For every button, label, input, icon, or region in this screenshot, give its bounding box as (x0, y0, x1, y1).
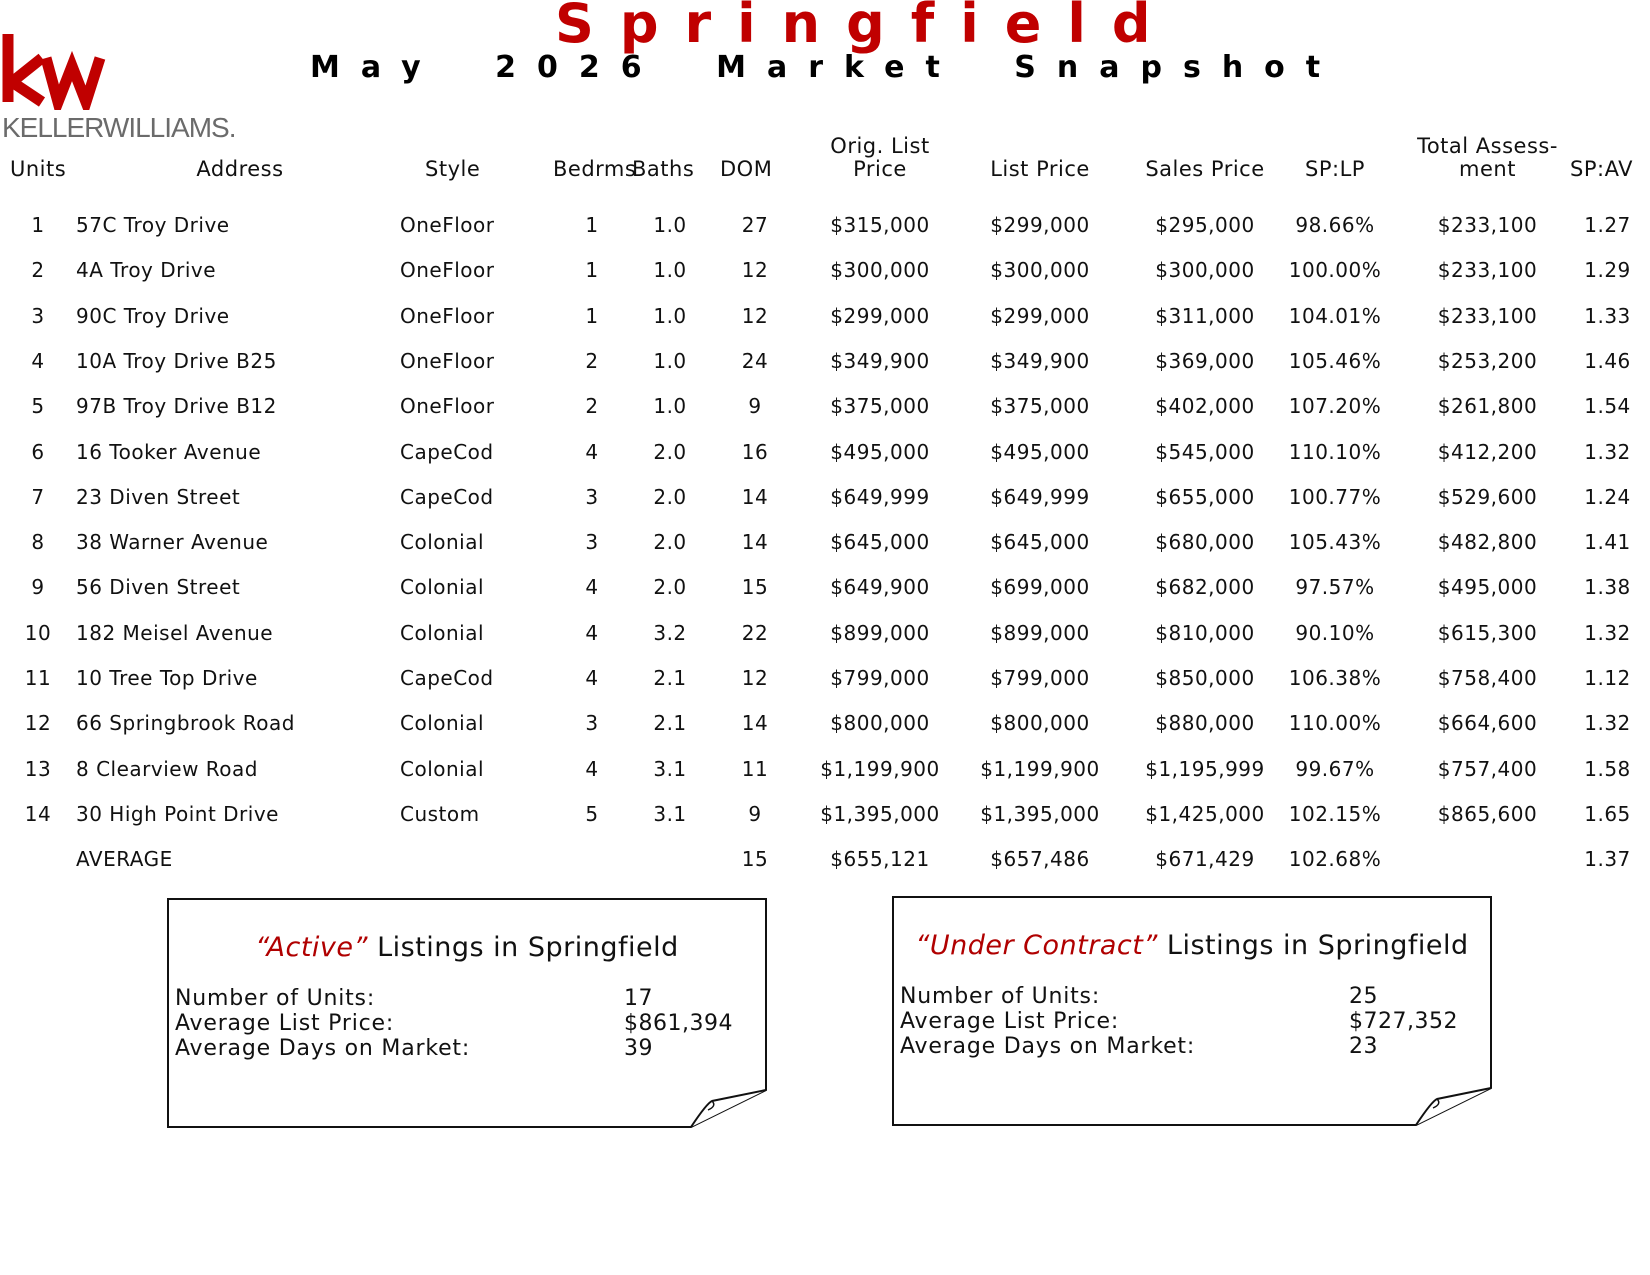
cell-units: 7 (31, 484, 45, 509)
page-title: Springfield (555, 0, 1177, 55)
cell-sales-price: $402,000 (1155, 394, 1255, 419)
cell-total-assessment: $664,600 (1437, 711, 1538, 736)
cell-list-price: $649,999 (990, 484, 1090, 509)
cell-units: 8 (31, 530, 45, 555)
cell-style: Colonial (400, 756, 485, 781)
col-header-sales-price: Sales Price (1145, 157, 1265, 181)
cell-dom: 14 (741, 711, 769, 736)
cell-list-price: $299,000 (990, 213, 1090, 237)
average-list-price: $657,486 (990, 847, 1090, 872)
cell-total-assessment: $757,400 (1437, 756, 1538, 781)
cell-dom: 16 (741, 439, 769, 464)
cell-sp-lp: 102.15% (1288, 801, 1382, 826)
cell-dom: 27 (741, 213, 769, 237)
cell-orig-list-price: $375,000 (830, 394, 930, 419)
cell-units: 6 (31, 439, 45, 464)
active-units-value: 17 (624, 986, 653, 1011)
col-header-sp-lp: SP:LP (1305, 157, 1365, 181)
cell-orig-list-price: $1,395,000 (820, 801, 940, 826)
average-label: AVERAGE (76, 847, 173, 872)
cell-sales-price: $311,000 (1155, 303, 1255, 328)
cell-sp-av: 1.41 (1584, 530, 1631, 555)
cell-total-assessment: $865,600 (1437, 801, 1538, 826)
contract-units-label: Number of Units: (900, 984, 1101, 1009)
cell-address: 10A Troy Drive B25 (76, 348, 277, 373)
cell-bedrooms: 3 (585, 484, 599, 509)
cell-units: 10 (24, 620, 52, 645)
under-contract-listings-box (892, 896, 1492, 1126)
cell-dom: 12 (741, 666, 769, 690)
cell-sp-av: 1.24 (1584, 484, 1631, 509)
cell-units: 3 (31, 303, 45, 328)
cell-sales-price: $1,425,000 (1145, 801, 1265, 826)
cell-sp-lp: 100.00% (1288, 258, 1382, 283)
cell-address: 8 Clearview Road (76, 756, 258, 781)
active-units-label: Number of Units: (175, 986, 376, 1011)
cell-sales-price: $880,000 (1155, 711, 1255, 736)
cell-units: 1 (31, 213, 45, 237)
cell-baths: 1.0 (653, 303, 687, 328)
cell-total-assessment: $233,100 (1437, 258, 1538, 283)
cell-style: OneFloor (400, 348, 495, 373)
col-header-address: Address (196, 157, 284, 181)
cell-dom: 12 (741, 303, 769, 328)
cell-baths: 2.0 (653, 439, 687, 464)
cell-sales-price: $810,000 (1155, 620, 1255, 645)
cell-orig-list-price: $495,000 (830, 439, 930, 464)
cell-baths: 2.1 (653, 666, 687, 690)
contract-dom-value: 23 (1349, 1034, 1378, 1059)
cell-style: Colonial (400, 575, 485, 600)
cell-dom: 14 (741, 484, 769, 509)
cell-address: 90C Troy Drive (76, 303, 230, 328)
active-listings-box (167, 898, 767, 1128)
cell-orig-list-price: $800,000 (830, 711, 930, 736)
cell-sp-av: 1.32 (1584, 620, 1631, 645)
cell-bedrooms: 3 (585, 530, 599, 555)
cell-dom: 24 (741, 348, 769, 373)
cell-bedrooms: 4 (585, 620, 599, 645)
active-price-label: Average List Price: (175, 1011, 395, 1036)
cell-sp-av: 1.65 (1584, 801, 1631, 826)
contract-units-value: 25 (1349, 984, 1378, 1009)
cell-baths: 1.0 (653, 258, 687, 283)
cell-sp-lp: 105.46% (1288, 348, 1382, 373)
col-header-units: Units (10, 157, 67, 181)
cell-baths: 3.2 (653, 620, 687, 645)
cell-total-assessment: $482,800 (1437, 530, 1538, 555)
cell-units: 4 (31, 348, 45, 373)
col-header-bedrms: Bedrms (553, 157, 637, 181)
cell-orig-list-price: $1,199,900 (820, 756, 940, 781)
cell-style: OneFloor (400, 303, 495, 328)
cell-list-price: $495,000 (990, 439, 1090, 464)
col-header-list-price: List Price (990, 157, 1090, 181)
cell-baths: 2.0 (653, 530, 687, 555)
cell-sales-price: $682,000 (1155, 575, 1255, 600)
col-header-orig-line2: Price (853, 157, 907, 181)
cell-address: 16 Tooker Avenue (76, 439, 262, 464)
cell-units: 9 (31, 575, 45, 600)
cell-address: 23 Diven Street (76, 484, 241, 509)
cell-orig-list-price: $349,900 (830, 348, 930, 373)
cell-list-price: $349,900 (990, 348, 1090, 373)
cell-total-assessment: $261,800 (1437, 394, 1538, 419)
cell-baths: 2.0 (653, 575, 687, 600)
cell-list-price: $300,000 (990, 258, 1090, 283)
cell-sp-lp: 107.20% (1288, 394, 1382, 419)
cell-sp-lp: 97.57% (1295, 575, 1375, 600)
cell-bedrooms: 4 (585, 439, 599, 464)
cell-style: Colonial (400, 530, 485, 555)
cell-dom: 9 (748, 801, 762, 826)
cell-sales-price: $680,000 (1155, 530, 1255, 555)
cell-bedrooms: 4 (585, 666, 599, 690)
cell-units: 13 (24, 756, 52, 781)
cell-sales-price: $545,000 (1155, 439, 1255, 464)
cell-total-assessment: $233,100 (1437, 303, 1538, 328)
cell-style: CapeCod (400, 439, 494, 464)
cell-bedrooms: 4 (585, 575, 599, 600)
cell-dom: 9 (748, 394, 762, 419)
cell-style: OneFloor (400, 258, 495, 283)
cell-baths: 1.0 (653, 213, 687, 237)
cell-address: 4A Troy Drive (76, 258, 217, 283)
cell-total-assessment: $758,400 (1437, 666, 1538, 690)
cell-bedrooms: 1 (585, 258, 599, 283)
kw-logo-mark-icon (0, 30, 110, 110)
cell-orig-list-price: $649,900 (830, 575, 930, 600)
cell-total-assessment: $253,200 (1437, 348, 1538, 373)
cell-bedrooms: 5 (585, 801, 599, 826)
cell-list-price: $645,000 (990, 530, 1090, 555)
cell-list-price: $699,000 (990, 575, 1090, 600)
cell-orig-list-price: $315,000 (830, 213, 930, 237)
cell-list-price: $800,000 (990, 711, 1090, 736)
cell-sp-lp: 99.67% (1295, 756, 1375, 781)
active-box-title: “Active” Listings in Springfield (255, 932, 679, 963)
cell-units: 12 (24, 711, 52, 736)
cell-dom: 12 (741, 258, 769, 283)
cell-sp-av: 1.32 (1584, 711, 1631, 736)
cell-list-price: $899,000 (990, 620, 1090, 645)
cell-sp-av: 1.29 (1584, 258, 1631, 283)
cell-sp-lp: 100.77% (1288, 484, 1382, 509)
cell-sales-price: $655,000 (1155, 484, 1255, 509)
logo-wordmark: KELLERWILLIAMS. (2, 112, 236, 143)
cell-bedrooms: 1 (585, 213, 599, 237)
cell-bedrooms: 4 (585, 756, 599, 781)
col-header-assess-line1: Total Assess- (1417, 134, 1558, 158)
col-header-total-assessment (1405, 135, 1570, 181)
cell-baths: 3.1 (653, 801, 687, 826)
cell-orig-list-price: $899,000 (830, 620, 930, 645)
cell-sales-price: $850,000 (1155, 666, 1255, 690)
cell-sp-lp: 104.01% (1288, 303, 1382, 328)
contract-box-title: “Under Contract” Listings in Springfield (915, 930, 1469, 961)
cell-baths: 3.1 (653, 756, 687, 781)
cell-sp-av: 1.46 (1584, 348, 1631, 373)
cell-address: 38 Warner Avenue (76, 530, 269, 555)
cell-style: CapeCod (400, 666, 494, 690)
cell-sp-av: 1.54 (1584, 394, 1631, 419)
cell-style: OneFloor (400, 394, 495, 419)
active-price-value: $861,394 (624, 1011, 733, 1036)
average-sales-price: $671,429 (1155, 847, 1255, 872)
cell-style: CapeCod (400, 484, 494, 509)
cell-dom: 15 (741, 575, 769, 600)
cell-total-assessment: $615,300 (1437, 620, 1538, 645)
cell-address: 30 High Point Drive (76, 801, 279, 826)
cell-style: OneFloor (400, 213, 495, 237)
col-header-baths: Baths (632, 157, 695, 181)
col-header-style: Style (425, 157, 481, 181)
active-dom-label: Average Days on Market: (175, 1036, 471, 1061)
cell-list-price: $799,000 (990, 666, 1090, 690)
cell-sp-lp: 110.10% (1288, 439, 1382, 464)
cell-sp-lp: 98.66% (1295, 213, 1375, 237)
cell-sp-av: 1.58 (1584, 756, 1631, 781)
cell-baths: 1.0 (653, 348, 687, 373)
col-header-dom: DOM (720, 157, 773, 181)
cell-address: 10 Tree Top Drive (76, 666, 258, 690)
page-subtitle: May 2026 Market Snapshot (310, 50, 1342, 85)
cell-list-price: $299,000 (990, 303, 1090, 328)
cell-units: 11 (24, 666, 52, 690)
cell-sales-price: $369,000 (1155, 348, 1255, 373)
cell-sp-av: 1.32 (1584, 439, 1631, 464)
cell-style: Custom (400, 801, 480, 826)
cell-orig-list-price: $645,000 (830, 530, 930, 555)
cell-style: Colonial (400, 711, 485, 736)
cell-dom: 14 (741, 530, 769, 555)
cell-baths: 2.0 (653, 484, 687, 509)
cell-baths: 1.0 (653, 394, 687, 419)
cell-address: 97B Troy Drive B12 (76, 394, 277, 419)
cell-bedrooms: 2 (585, 394, 599, 419)
cell-sp-lp: 90.10% (1295, 620, 1375, 645)
cell-style: Colonial (400, 620, 485, 645)
average-orig-list-price: $655,121 (830, 847, 930, 872)
average-dom: 15 (741, 847, 769, 872)
cell-total-assessment: $529,600 (1437, 484, 1538, 509)
cell-sp-lp: 110.00% (1288, 711, 1382, 736)
cell-sp-av: 1.38 (1584, 575, 1631, 600)
contract-price-value: $727,352 (1349, 1009, 1458, 1034)
cell-sp-lp: 105.43% (1288, 530, 1382, 555)
cell-sp-av: 1.12 (1584, 666, 1631, 690)
cell-dom: 22 (741, 620, 769, 645)
average-sp-av: 1.37 (1584, 847, 1631, 872)
col-header-orig-list-price (815, 135, 945, 181)
cell-address: 182 Meisel Avenue (76, 620, 274, 645)
contract-dom-label: Average Days on Market: (900, 1034, 1196, 1059)
cell-sp-lp: 106.38% (1288, 666, 1382, 690)
active-dom-value: 39 (624, 1036, 653, 1061)
cell-units: 2 (31, 258, 45, 283)
cell-orig-list-price: $300,000 (830, 258, 930, 283)
cell-bedrooms: 3 (585, 711, 599, 736)
cell-bedrooms: 1 (585, 303, 599, 328)
cell-orig-list-price: $799,000 (830, 666, 930, 690)
cell-orig-list-price: $299,000 (830, 303, 930, 328)
cell-sales-price: $295,000 (1155, 213, 1255, 237)
cell-bedrooms: 2 (585, 348, 599, 373)
cell-baths: 2.1 (653, 711, 687, 736)
cell-list-price: $1,199,900 (980, 756, 1100, 781)
average-sp-lp: 102.68% (1288, 847, 1382, 872)
cell-total-assessment: $233,100 (1437, 213, 1538, 237)
cell-list-price: $1,395,000 (980, 801, 1100, 826)
cell-units: 5 (31, 394, 45, 419)
cell-sales-price: $1,195,999 (1145, 756, 1265, 781)
cell-sales-price: $300,000 (1155, 258, 1255, 283)
col-header-orig-line1: Orig. List (830, 134, 930, 158)
cell-sp-av: 1.27 (1584, 213, 1631, 237)
cell-units: 14 (24, 801, 52, 826)
cell-orig-list-price: $649,999 (830, 484, 930, 509)
cell-dom: 11 (741, 756, 769, 781)
cell-sp-av: 1.33 (1584, 303, 1631, 328)
cell-address: 57C Troy Drive (76, 213, 230, 237)
keller-williams-logo (0, 30, 240, 145)
contract-price-label: Average List Price: (900, 1009, 1120, 1034)
cell-address: 56 Diven Street (76, 575, 241, 600)
cell-total-assessment: $412,200 (1437, 439, 1538, 464)
col-header-assess-line2: ment (1459, 157, 1516, 181)
cell-total-assessment: $495,000 (1437, 575, 1538, 600)
cell-address: 66 Springbrook Road (76, 711, 295, 736)
cell-list-price: $375,000 (990, 394, 1090, 419)
col-header-sp-av: SP:AV (1570, 157, 1633, 181)
